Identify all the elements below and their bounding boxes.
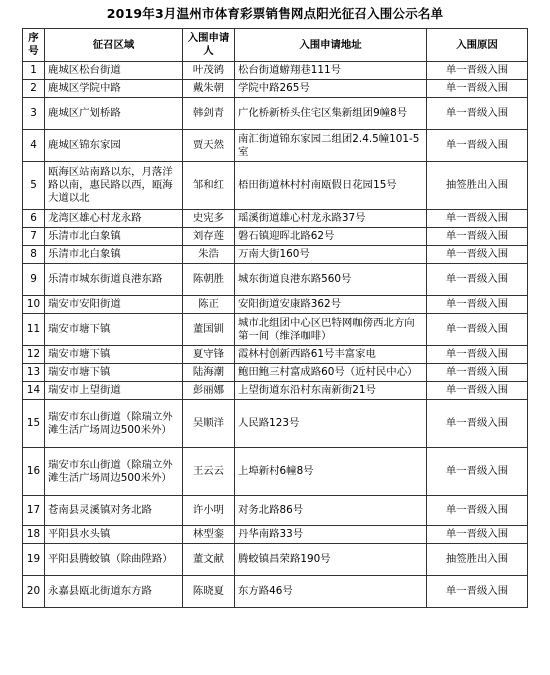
row-reason: 单一晋级入围 [427, 210, 528, 228]
table-row [23, 246, 528, 264]
row-number: 16 [23, 448, 45, 496]
row-applicant: 王云云 [183, 448, 235, 496]
row-area: 永嘉县瓯北街道东方路 [45, 576, 183, 608]
header-area: 征召区域 [45, 29, 183, 62]
table-row [23, 496, 528, 526]
row-reason: 单一晋级入围 [427, 400, 528, 448]
table-row [23, 264, 528, 296]
row-area: 鹿城区锦东家园 [45, 130, 183, 162]
row-applicant: 戴朱朝 [183, 80, 235, 98]
row-area: 瑞安市塘下镇 [45, 346, 183, 364]
row-reason: 单一晋级入围 [427, 62, 528, 80]
header-name: 入围申请人 [183, 29, 235, 62]
row-address: 磐石镇迎晖北路62号 [235, 228, 427, 246]
table-body [23, 62, 528, 608]
table-row [23, 526, 528, 544]
row-applicant: 董国钏 [183, 314, 235, 346]
row-applicant: 吴顺洋 [183, 400, 235, 448]
row-applicant: 史宪多 [183, 210, 235, 228]
row-reason: 单一晋级入围 [427, 246, 528, 264]
row-number: 18 [23, 526, 45, 544]
row-area: 瑞安市塘下镇 [45, 364, 183, 382]
row-address: 瑶溪街道雄心村龙永路37号 [235, 210, 427, 228]
row-number: 11 [23, 314, 45, 346]
row-address: 城东街道良港东路560号 [235, 264, 427, 296]
row-number: 4 [23, 130, 45, 162]
row-applicant: 林型銮 [183, 526, 235, 544]
row-number: 5 [23, 162, 45, 210]
row-number: 9 [23, 264, 45, 296]
row-address: 对务北路86号 [235, 496, 427, 526]
row-area: 平阳县腾蛟镇（除曲陞路） [45, 544, 183, 576]
row-address: 城市北组团中心区巴特网咖傍西北方向第一间（维泽咖啡） [235, 314, 427, 346]
row-number: 13 [23, 364, 45, 382]
row-applicant: 陆海潮 [183, 364, 235, 382]
row-address: 上埠新村6幢8号 [235, 448, 427, 496]
row-applicant: 陈朝胜 [183, 264, 235, 296]
table-row [23, 364, 528, 382]
table-row [23, 382, 528, 400]
row-address: 松台街道蝣翔巷111号 [235, 62, 427, 80]
row-applicant: 贾天然 [183, 130, 235, 162]
row-area: 乐清市北白象镇 [45, 228, 183, 246]
row-area: 鹿城区广划桥路 [45, 98, 183, 130]
row-address: 鲍田鲍三村富成路60号（近村民中心） [235, 364, 427, 382]
row-reason: 单一晋级入围 [427, 526, 528, 544]
row-area: 乐清市北白象镇 [45, 246, 183, 264]
row-number: 14 [23, 382, 45, 400]
row-address: 广化桥新桥头住宅区集新组团9幢8号 [235, 98, 427, 130]
row-area: 瓯海区站南路以东，月落洋路以南，惠民路以西，瓯海大道以北 [45, 162, 183, 210]
row-address: 人民路123号 [235, 400, 427, 448]
row-area: 瑞安市塘下镇 [45, 314, 183, 346]
row-number: 6 [23, 210, 45, 228]
row-number: 10 [23, 296, 45, 314]
table-header [23, 29, 528, 62]
row-reason: 单一晋级入围 [427, 228, 528, 246]
table-row [23, 314, 528, 346]
row-applicant: 叶茂鹆 [183, 62, 235, 80]
row-number: 2 [23, 80, 45, 98]
row-area: 瑞安市东山街道（除瑞立外滩生活广场周边500米外） [45, 400, 183, 448]
table-row [23, 296, 528, 314]
row-reason: 单一晋级入围 [427, 296, 528, 314]
row-area: 乐清市城东街道良港东路 [45, 264, 183, 296]
document-title: 2019年3月温州市体育彩票销售网点阳光征召入围公示名单 [106, 6, 444, 21]
row-address: 丹华南路33号 [235, 526, 427, 544]
row-reason: 单一晋级入围 [427, 496, 528, 526]
row-address: 安阳街道安康路362号 [235, 296, 427, 314]
row-reason: 单一晋级入围 [427, 576, 528, 608]
table-row [23, 62, 528, 80]
row-number: 12 [23, 346, 45, 364]
row-reason: 单一晋级入围 [427, 264, 528, 296]
header-address: 入围申请地址 [235, 29, 427, 62]
table-row [23, 210, 528, 228]
row-applicant: 邹和红 [183, 162, 235, 210]
table-row [23, 400, 528, 448]
row-number: 19 [23, 544, 45, 576]
row-applicant: 董文献 [183, 544, 235, 576]
row-reason: 单一晋级入围 [427, 346, 528, 364]
row-address: 腾蛟镇昌荣路190号 [235, 544, 427, 576]
row-address: 梧田街道林村村南瓯假日花园15号 [235, 162, 427, 210]
row-number: 3 [23, 98, 45, 130]
row-area: 鹿城区松台街道 [45, 62, 183, 80]
row-applicant: 韩剑青 [183, 98, 235, 130]
table-row [23, 448, 528, 496]
row-applicant: 陈正 [183, 296, 235, 314]
row-address: 学院中路265号 [235, 80, 427, 98]
row-address: 万南大街160号 [235, 246, 427, 264]
row-reason: 单一晋级入围 [427, 448, 528, 496]
table-row [23, 80, 528, 98]
row-address: 东方路46号 [235, 576, 427, 608]
row-area: 瑞安市上望街道 [45, 382, 183, 400]
header-no: 序号 [23, 29, 45, 62]
row-number: 17 [23, 496, 45, 526]
row-area: 平阳县水头镇 [45, 526, 183, 544]
row-area: 苍南县灵溪镇对务北路 [45, 496, 183, 526]
row-reason: 抽签胜出入围 [427, 162, 528, 210]
row-address: 南汇街道锦东家园二组团2.4.5幢101-5室 [235, 130, 427, 162]
row-area: 龙湾区雄心村龙永路 [45, 210, 183, 228]
row-number: 7 [23, 228, 45, 246]
row-reason: 单一晋级入围 [427, 130, 528, 162]
table-row [23, 346, 528, 364]
row-reason: 单一晋级入围 [427, 80, 528, 98]
table-row [23, 98, 528, 130]
row-area: 鹿城区学院中路 [45, 80, 183, 98]
row-applicant: 朱浩 [183, 246, 235, 264]
row-reason: 单一晋级入围 [427, 364, 528, 382]
table-row [23, 130, 528, 162]
row-number: 8 [23, 246, 45, 264]
row-reason: 单一晋级入围 [427, 382, 528, 400]
row-reason: 单一晋级入围 [427, 98, 528, 130]
row-reason: 单一晋级入围 [427, 314, 528, 346]
table-row [23, 544, 528, 576]
row-number: 15 [23, 400, 45, 448]
row-applicant: 许小明 [183, 496, 235, 526]
header-reason: 入围原因 [427, 29, 528, 62]
row-address: 上望街道东沿村东南新街21号 [235, 382, 427, 400]
row-applicant: 陈晓夏 [183, 576, 235, 608]
table-row [23, 576, 528, 608]
row-number: 20 [23, 576, 45, 608]
row-applicant: 夏守锋 [183, 346, 235, 364]
applicant-table [22, 28, 528, 608]
row-number: 1 [23, 62, 45, 80]
row-area: 瑞安市安阳街道 [45, 296, 183, 314]
table-row [23, 228, 528, 246]
table-row [23, 162, 528, 210]
row-applicant: 彭丽娜 [183, 382, 235, 400]
row-applicant: 刘存莲 [183, 228, 235, 246]
row-reason: 抽签胜出入围 [427, 544, 528, 576]
row-area: 瑞安市东山街道（除瑞立外滩生活广场周边500米外） [45, 448, 183, 496]
row-address: 霞林村创新西路61号丰富家电 [235, 346, 427, 364]
